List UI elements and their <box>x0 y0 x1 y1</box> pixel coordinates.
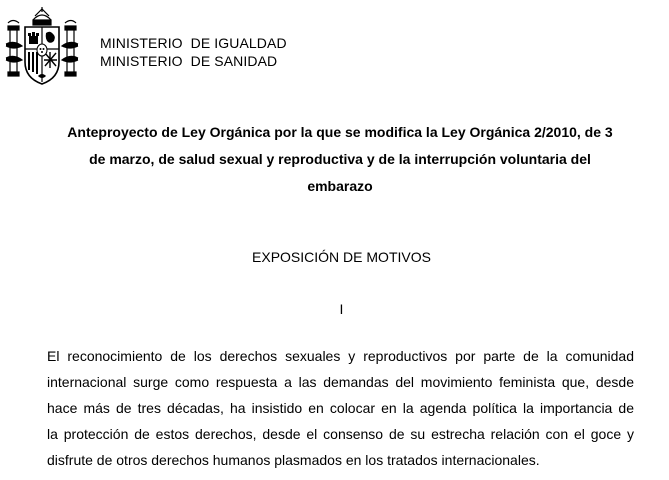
title-line: de marzo, de salud sexual y reproductiva y de la interrupción voluntaria del <box>89 151 591 167</box>
ministry-equality: MINISTERIO DE IGUALDAD <box>100 35 287 51</box>
ministry-health: MINISTERIO DE SANIDAD <box>100 53 278 69</box>
title-line: Anteproyecto de Ley Orgánica por la que se modifica la Ley Orgánica 2/2010, de 3 <box>67 124 613 140</box>
section-number: I <box>339 301 344 317</box>
section-heading: EXPOSICIÓN DE MOTIVOS <box>252 249 431 265</box>
title-line: embarazo <box>307 178 373 194</box>
document-title <box>40 119 640 200</box>
ministries-block <box>100 34 287 70</box>
paragraph-line: internacional surge como respuesta a las demandas del movimiento feminista que, desde <box>47 374 634 390</box>
paragraph-line: hace más de tres décadas, ha insistido en colocar en la agenda política la importancia de <box>47 400 634 416</box>
paragraph-line: El reconocimiento de los derechos sexuales y reproductivos por parte de la comunidad <box>47 348 634 364</box>
paragraph-line: disfrute de otros derechos humanos plasmados en los tratados internacionales. <box>47 452 540 468</box>
body-paragraph <box>47 343 634 473</box>
paragraph-line: la protección de estos derechos, desde el consenso de su estrecha relación con el goce y <box>47 426 634 442</box>
spain-coat-of-arms-icon <box>4 6 80 88</box>
